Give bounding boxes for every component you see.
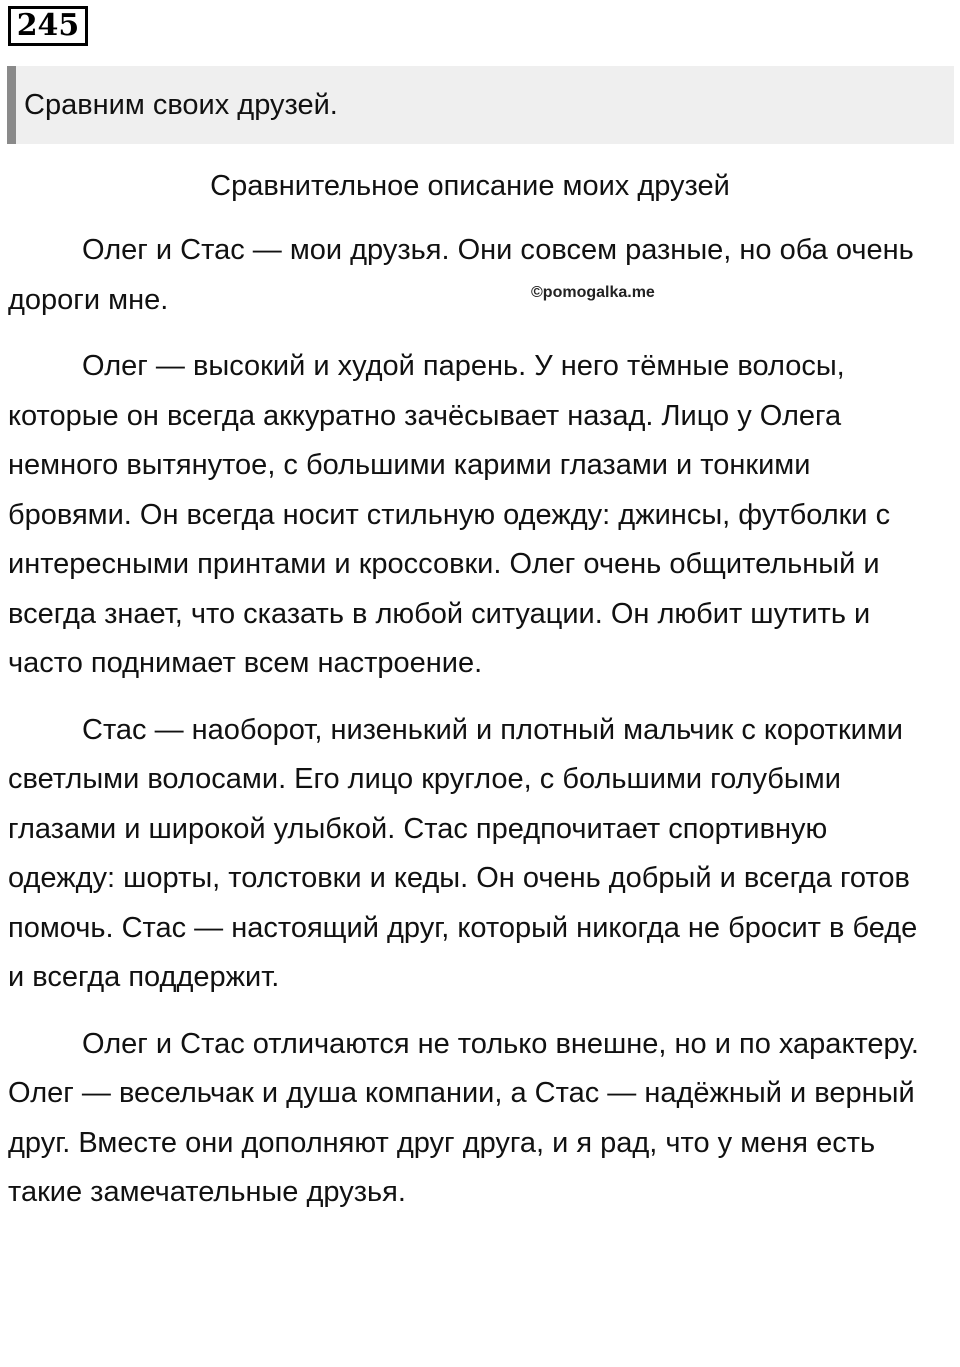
task-text: Сравним своих друзей. <box>24 88 338 121</box>
watermark: ©pomogalka.me <box>531 284 655 301</box>
task-statement <box>7 66 954 144</box>
essay-paragraph-4: Олег и Стас отличаются не только внешне, но и по характеру. Олег — весельчак и душа компании, а Стас — надёжный и верный друг. Вместе они дополняют друг друга, и я рад, что у меня есть такие замечательные друзья. <box>8 1027 919 1208</box>
exercise-number: 245 <box>8 6 88 46</box>
essay-paragraph-1: Олег и Стас — мои друзья. Они совсем разные, но оба очень дороги мне. <box>8 234 914 316</box>
essay-body <box>8 226 938 1235</box>
essay-paragraph-2: Олег — высокий и худой парень. У него тёмные волосы, которые он всегда аккуратно зачёсывает назад. Лицо у Олега немного вытянутое, с большими карими глазами и тонкими бровями. Он всегда носит стильную одежду: джинсы, футболки с интересными принтами и кроссовки. Олег очень общительный и всегда знает, что сказать в любой ситуации. Он любит шутить и часто поднимает всем настроение. <box>8 350 891 679</box>
essay-paragraph-3: Стас — наоборот, низенький и плотный мальчик с короткими светлыми волосами. Его лицо круглое, с большими голубыми глазами и широкой улыбкой. Стас предпочитает спортивную одежду: шорты, толстовки и кеды. Он очень добрый и всегда готов помочь. Стас — настоящий друг, который никогда не бросит в беде и всегда поддержит. <box>8 713 918 993</box>
essay-title: Сравнительное описание моих друзей <box>210 170 730 202</box>
